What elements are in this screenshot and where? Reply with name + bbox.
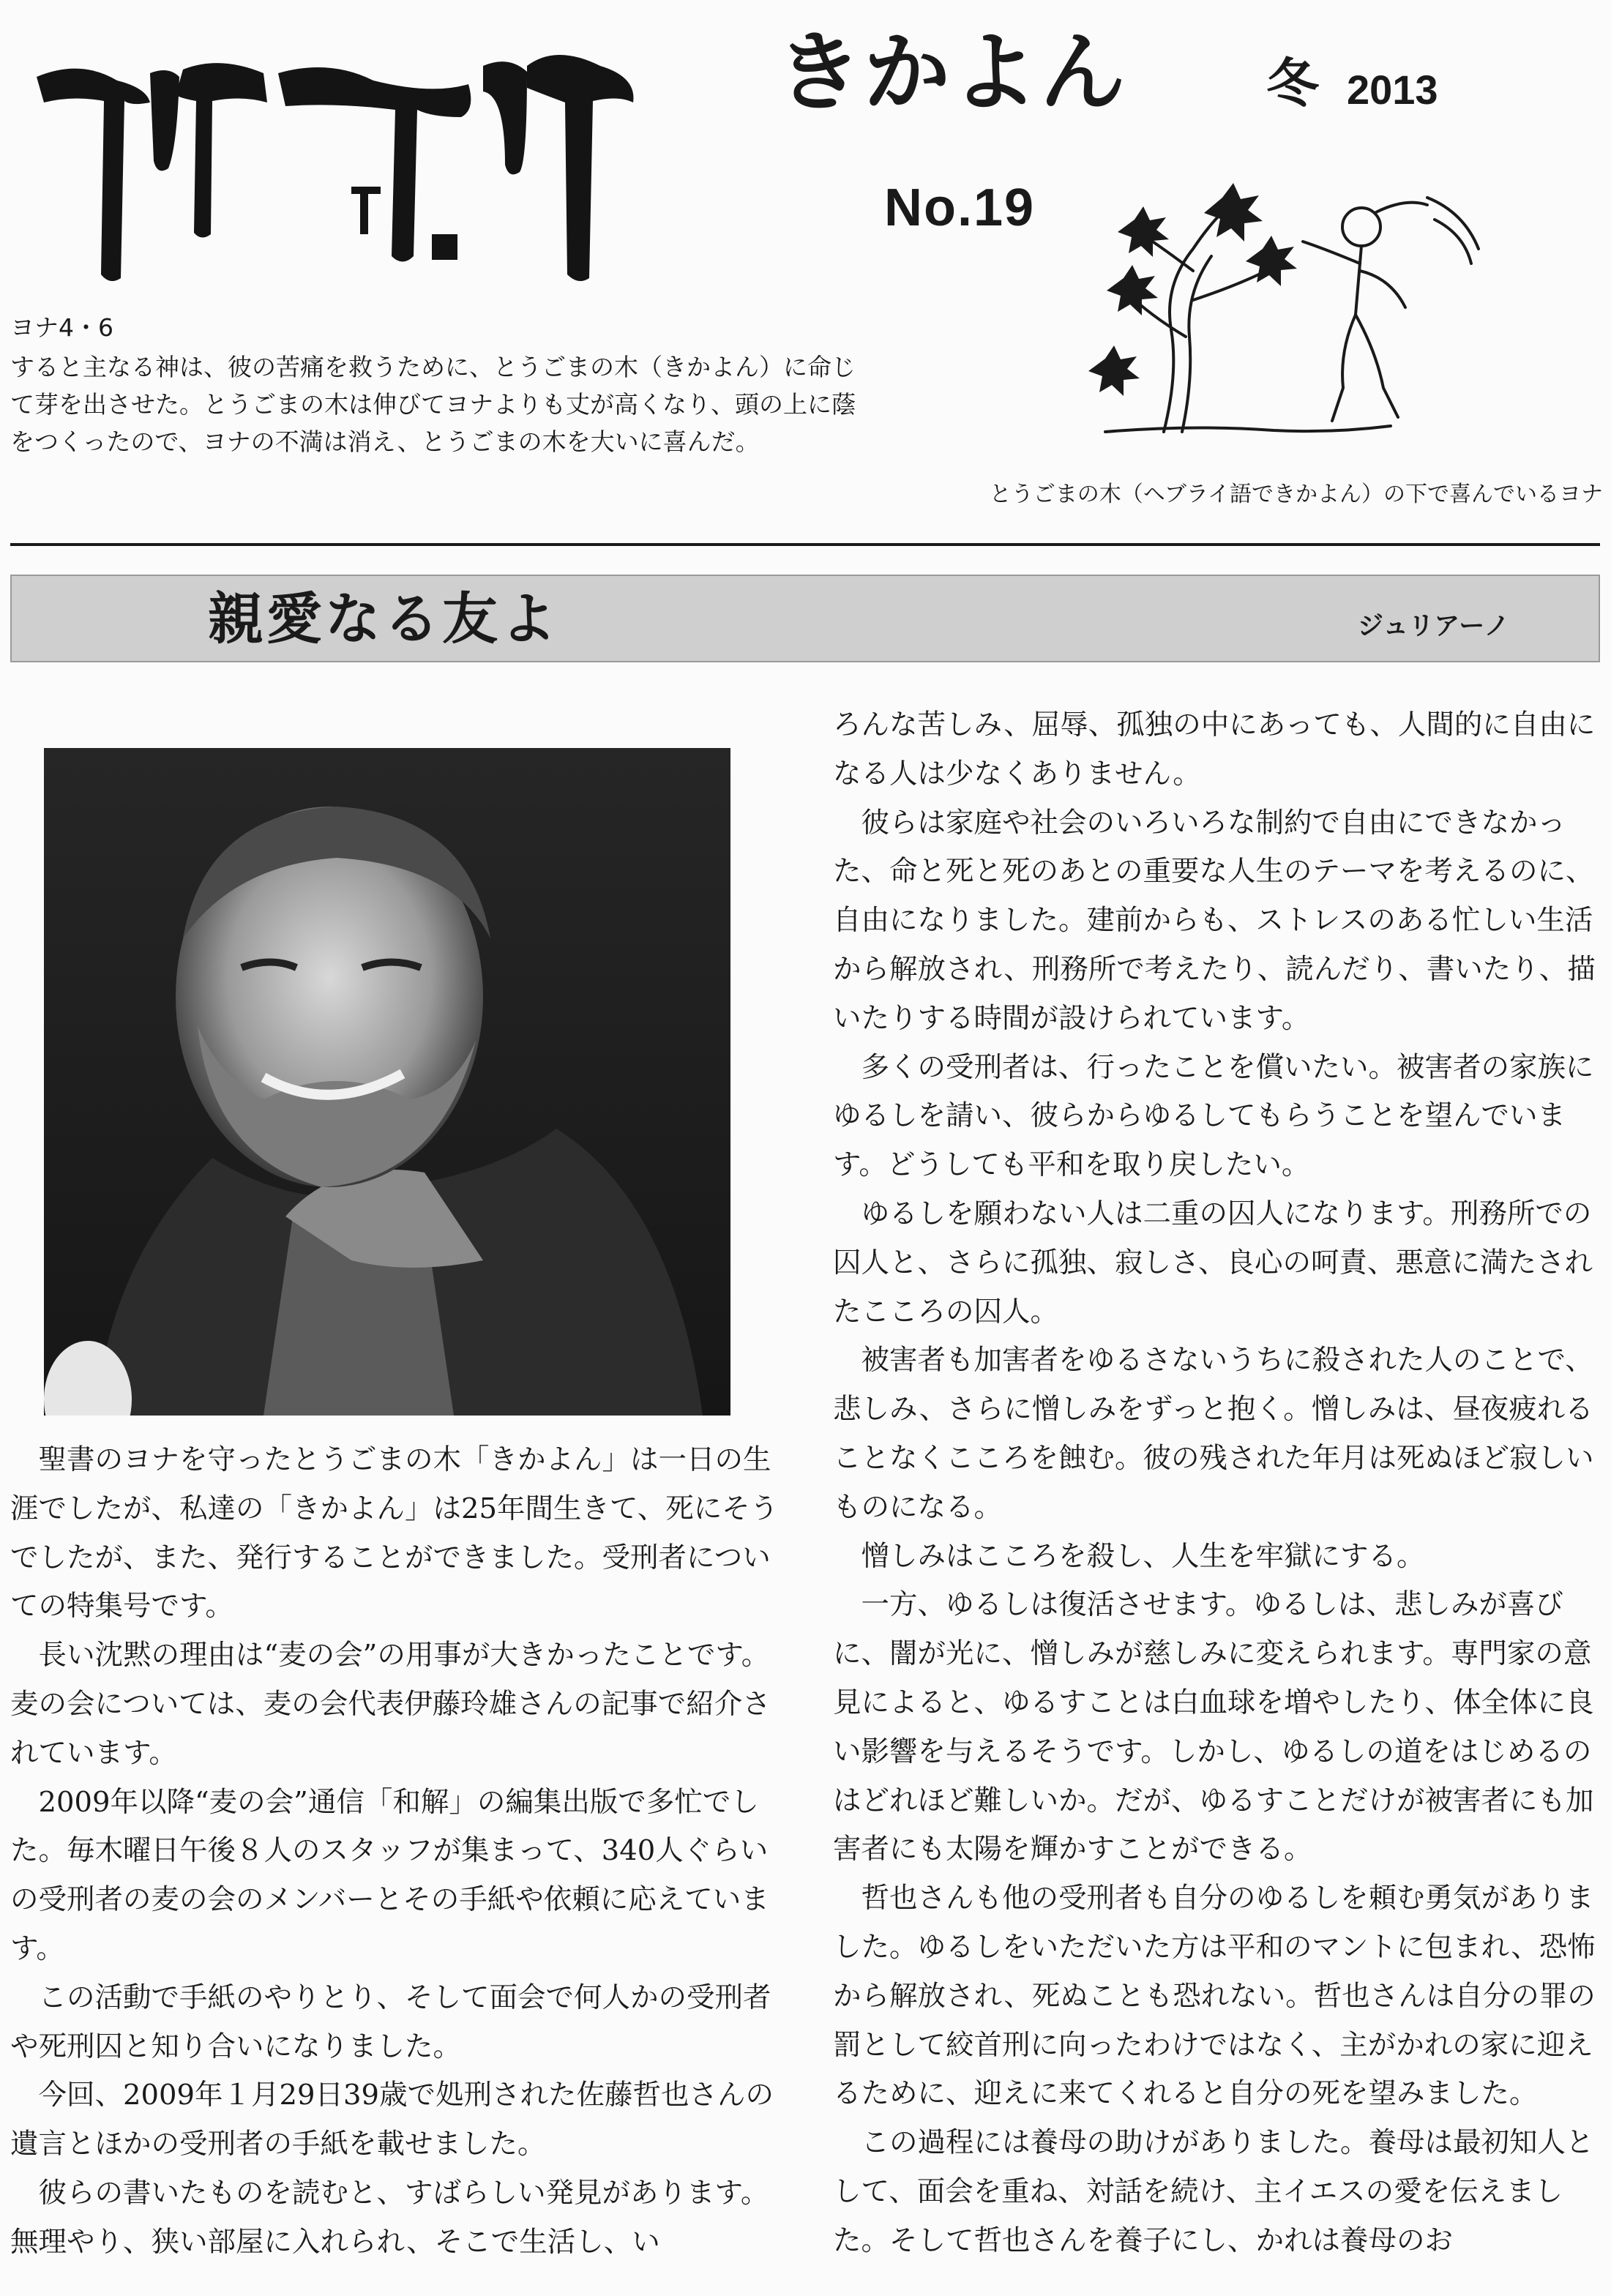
verse-text: すると主なる神は、彼の苦痛を救うために、とうごまの木（きかよん）に命じて芽を出させた。とうごまの木は伸びてヨナよりも丈が高くなり、頭の上に蔭をつくったので、ヨナの不満は消え、とうごまの木を大いに喜んだ。 (10, 353, 856, 457)
year-label: 2013 (1347, 67, 1438, 113)
hebrew-logo-icon (22, 15, 644, 285)
article-body-right-column (833, 701, 1601, 2266)
paragraph: 今回、2009年１月29日39歳で処刑された佐藤哲也さんの遺言とほかの受刑者の手紙を載せました。 (10, 2079, 774, 2161)
castor-tree-illustration-icon (1083, 168, 1493, 461)
paragraph: 2009年以降“麦の会”通信「和解」の編集出版で多忙でした。毎木曜日午後８人のスタッフが集まって、340人ぐらいの受刑者の麦の会のメンバーとその手紙や依頼に応えています。 (10, 1785, 769, 1965)
paragraph: 多くの受刑者は、行ったことを償いたい。被害者の家族にゆるしを請い、彼らからゆるしてもらうことを望んでいます。どうしても平和を取り戻したい。 (833, 1050, 1594, 1182)
paragraph: この過程には養母の助けがありました。養母は最初知人として、面会を重ね、対話を続け、主イエスの愛を伝えました。そして哲也さんを養子にし、かれは養母のお (833, 2126, 1594, 2257)
paragraph: 哲也さんも他の受刑者も自分のゆるしを頼む勇気がありました。ゆるしをいただいた方は平和のマントに包まれ、恐怖から解放され、死ぬことも恐れない。哲也さんは自分の罪の罰として絞首刑に向ったわけではなく、主がかれの家に迎えるために、迎えに来てくれると自分の死を望みました。 (833, 1882, 1596, 2111)
illustration-caption: とうごまの木（ヘブライ語できかよん）の下で喜んでいるヨナ (989, 482, 1603, 507)
paragraph: 被害者も加害者をゆるさないうちに殺された人のことで、悲しみ、さらに憎しみをずっと抱く。憎しみは、昼夜疲れることなくこころを蝕む。彼の残された年月は死ぬほど寂しいものになる。 (833, 1344, 1594, 1524)
article-body-left-column (10, 1436, 786, 2267)
season-label: 冬 (1266, 53, 1320, 114)
paragraph: 彼らの書いたものを読むと、すばらしい発見があります。無理やり、狭い部屋に入れられ、そこで生活し、い (10, 2176, 769, 2259)
portrait-photo-icon (44, 748, 730, 1416)
paragraph: 一方、ゆるしは復活させます。ゆるしは、悲しみが喜びに、闇が光に、憎しみが慈しみに変えられます。専門家の意見によると、ゆるすことは白血球を増やしたり、体全体に良い影響を与えるそうです。しかし、ゆるしの道をはじめるのはどれほど難しいか。だが、ゆるすことだけが被害者にも加害者にも太陽を輝かすことができる。 (833, 1588, 1594, 1866)
paragraph: 聖書のヨナを守ったとうごまの木「きかよん」は一日の生涯でしたが、私達の「きかよん」は25年間生きて、死にそうでしたが、また、発行することができました。受刑者についての特集号です。 (10, 1443, 779, 1623)
paragraph: ゆるしを願わない人は二重の囚人になります。刑務所での囚人と、さらに孤独、寂しさ、良心の呵責、悪意に満たされたこころの囚人。 (833, 1197, 1593, 1328)
paragraph: 彼らは家庭や社会のいろいろな制約で自由にできなかった、命と死と死のあとの重要な人生のテーマを考えるのに、自由になりました。建前からも、ストレスのある忙しい生活から解放され、刑務所で考えたり、読んだり、書いたり、描いたりする時間が設けられています。 (833, 806, 1596, 1035)
paragraph: 憎しみはこころを殺し、人生を牢獄にする。 (861, 1539, 1425, 1573)
newsletter-title: きかよん (776, 22, 1128, 123)
paragraph: 長い沈黙の理由は“麦の会”の用事が大きかったことです。麦の会については、麦の会代表伊藤玲雄さんの記事で紹介されています。 (10, 1639, 771, 1770)
header-divider (10, 543, 1600, 546)
verse-reference: ヨナ4・6 (10, 313, 113, 342)
paragraph: ろんな苦しみ、屈辱、孤独の中にあっても、人間的に自由になる人は少なくありません。 (833, 708, 1596, 790)
paragraph: この活動で手紙のやりとり、そして面会で何人かの受刑者や死刑囚と知り合いになりました。 (10, 1981, 771, 2063)
article-author: ジュリアーノ (1358, 612, 1510, 641)
issue-number: No.19 (884, 179, 1036, 237)
article-title: 親愛なる友よ (208, 586, 559, 651)
